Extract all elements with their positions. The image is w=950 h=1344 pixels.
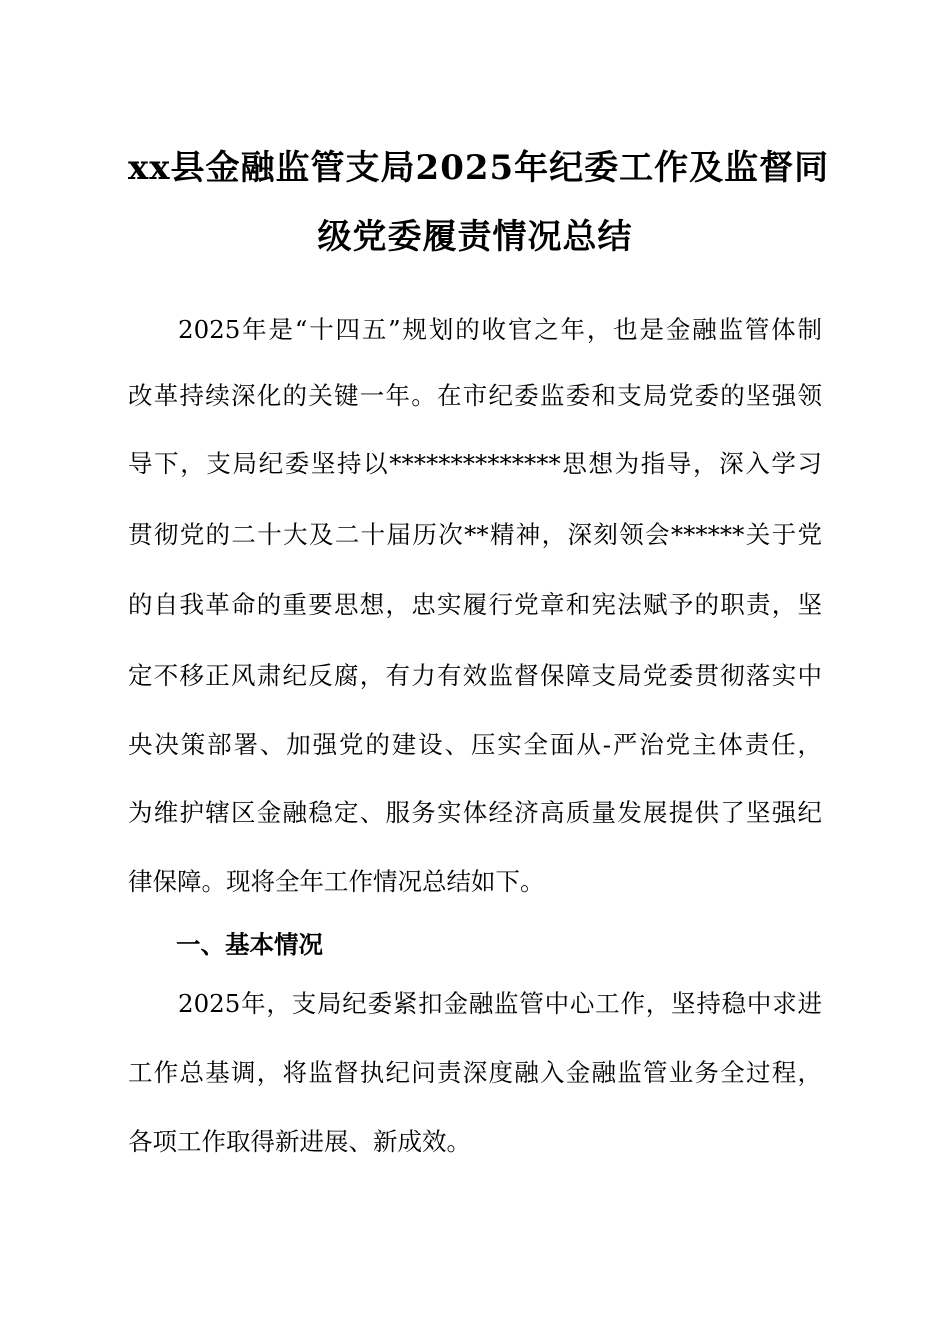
paragraph-line: 的自我革命的重要思想，忠实履行党章和宪法赋予的职责，坚 <box>128 590 822 619</box>
paragraph-line: 2025年是“十四五”规划的收官之年，也是金融监管体制 <box>178 315 822 344</box>
paragraph-line: 律保障。现将全年工作情况总结如下。 <box>128 867 545 896</box>
paragraph-line: 各项工作取得新进展、新成效。 <box>128 1127 471 1156</box>
paragraph-line: 改革持续深化的关键一年。在市纪委监委和支局党委的坚强领 <box>128 381 822 410</box>
paragraph-line: 为维护辖区金融稳定、服务实体经济高质量发展提供了坚强纪 <box>128 798 822 827</box>
paragraph-line: 工作总基调，将监督执纪问责深度融入金融监管业务全过程， <box>128 1058 822 1087</box>
paragraph-line: 2025年，支局纪委紧扣金融监管中心工作，坚持稳中求进 <box>178 989 822 1018</box>
paragraph-line: 导下，支局纪委坚持以**************思想为指导，深入学习 <box>128 449 822 478</box>
paragraph-line: 贯彻党的二十大及二十届历次**精神，深刻领会******关于党 <box>128 520 822 549</box>
document-title-line-2: 级党委履责情况总结 <box>317 217 633 257</box>
section-heading: 一、基本情况 <box>176 930 323 959</box>
paragraph-line: 定不移正风肃纪反腐，有力有效监督保障支局党委贯彻落实中 <box>128 661 822 690</box>
paragraph-line: 央决策部署、加强党的建设、压实全面从-严治党主体责任， <box>128 730 822 759</box>
document-title-line-1: xx县金融监管支局2025年纪委工作及监督同 <box>128 148 830 188</box>
